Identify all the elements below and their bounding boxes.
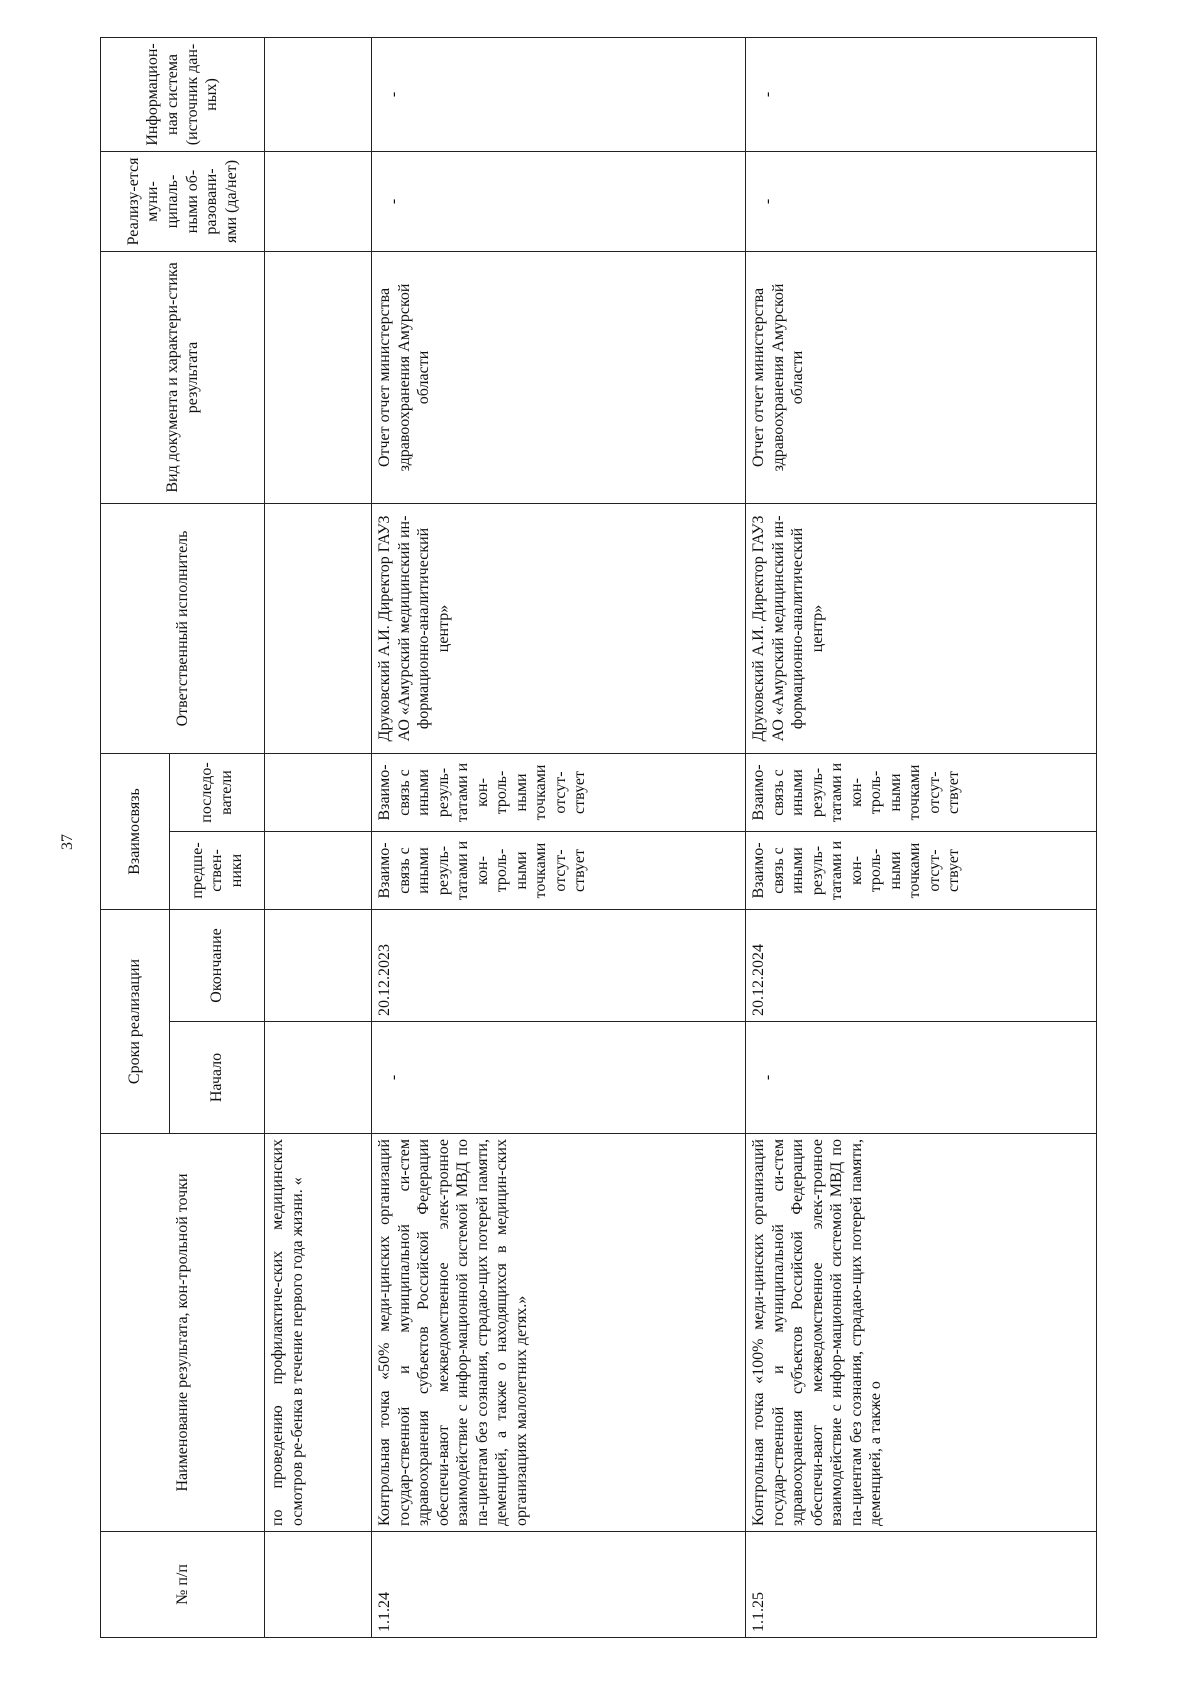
results-table xyxy=(100,37,1097,1638)
header-successors: последо-ватели xyxy=(170,753,265,831)
cell-start xyxy=(265,1022,372,1134)
header-start: Начало xyxy=(170,1022,265,1134)
cell-start: - xyxy=(746,1022,1097,1134)
cell-end xyxy=(265,909,372,1021)
rotated-table-area xyxy=(100,38,1180,1638)
header-municipal: Реализу-ется муни-ципаль-ными об-разовани-ями (да/нет) xyxy=(101,151,265,251)
header-info-system: Информацион-ная система (источник дан-ных) xyxy=(101,37,265,151)
table-header-row xyxy=(101,37,170,1637)
cell-info-system: - xyxy=(746,37,1097,151)
header-terms: Сроки реализации xyxy=(101,909,170,1133)
cell-predecessors xyxy=(265,831,372,909)
cell-num: 1.1.25 xyxy=(746,1532,1097,1638)
cell-responsible: Друковский А.И. Директор ГАУЗ АО «Амурский медицинский ин-формационно-аналитический центр» xyxy=(746,503,1097,753)
cell-responsible xyxy=(265,503,372,753)
header-end: Окончание xyxy=(170,909,265,1021)
cell-document: Отчет отчет министерства здравоохранения Амурской области xyxy=(372,251,746,503)
cell-info-system: - xyxy=(372,37,746,151)
cell-num: 1.1.24 xyxy=(372,1532,746,1638)
header-num: № п/п xyxy=(101,1532,265,1638)
cell-predecessors: Взаимо-связь с иными резуль-татами и кон-троль-ными точками отсут-ствует xyxy=(746,831,1097,909)
cell-successors xyxy=(265,753,372,831)
cell-name: Контрольная точка «50% меди-цинских организаций государ-ственной и муниципальной си-стем здравоохранения субъектов Российской Федерации обеспечи-вают межведомственное элек-тронное взаимодействие с инфор-мационной системой МВД по па-циентам без сознания, страдаю-щих потерей памяти, деменцией, а также о находящихся в медицин-ских организациях малолетних детях.» xyxy=(372,1134,746,1532)
cell-predecessors: Взаимо-связь с иными резуль-татами и кон-троль-ными точками отсут-ствует xyxy=(372,831,746,909)
cell-successors: Взаимо-связь с иными резуль-татами и кон-троль-ными точками отсут-ствует xyxy=(372,753,746,831)
table-row xyxy=(265,37,372,1637)
table-row xyxy=(746,37,1097,1637)
cell-document: Отчет отчет министерства здравоохранения Амурской области xyxy=(746,251,1097,503)
header-document: Вид документа и характери-стика результата xyxy=(101,251,265,503)
cell-municipal: - xyxy=(372,151,746,251)
cell-info-system xyxy=(265,37,372,151)
cell-name: по проведению профилактиче-ских медицинских осмотров ре-бенка в течение первого года жизни. « xyxy=(265,1134,372,1532)
cell-document xyxy=(265,251,372,503)
table-row xyxy=(372,37,746,1637)
cell-municipal xyxy=(265,151,372,251)
page-number: 37 xyxy=(59,834,76,850)
table-rotation-wrapper xyxy=(100,38,1180,1638)
header-predecessors: предше-ствен-ники xyxy=(170,831,265,909)
header-responsible: Ответственный исполнитель xyxy=(101,503,265,753)
cell-end: 20.12.2024 xyxy=(746,909,1097,1021)
cell-num xyxy=(265,1532,372,1638)
cell-responsible: Друковский А.И. Директор ГАУЗ АО «Амурский медицинский ин-формационно-аналитический центр» xyxy=(372,503,746,753)
cell-start: - xyxy=(372,1022,746,1134)
cell-successors: Взаимо-связь с иными резуль-татами и кон-троль-ными точками отсут-ствует xyxy=(746,753,1097,831)
header-name: Наименование результата, кон-трольной точки xyxy=(101,1134,265,1532)
cell-municipal: - xyxy=(746,151,1097,251)
cell-end: 20.12.2023 xyxy=(372,909,746,1021)
header-link: Взаимосвязь xyxy=(101,753,170,909)
cell-name: Контрольная точка «100% меди-цинских организаций государ-ственной и муниципальной си-стем здравоохранения субъектов Российской Федерации обеспечи-вают межведомственное элек-тронное взаимодействие с инфор-мационной системой МВД по па-циентам без сознания, страдаю-щих потерей памяти, деменцией, а также о xyxy=(746,1134,1097,1532)
